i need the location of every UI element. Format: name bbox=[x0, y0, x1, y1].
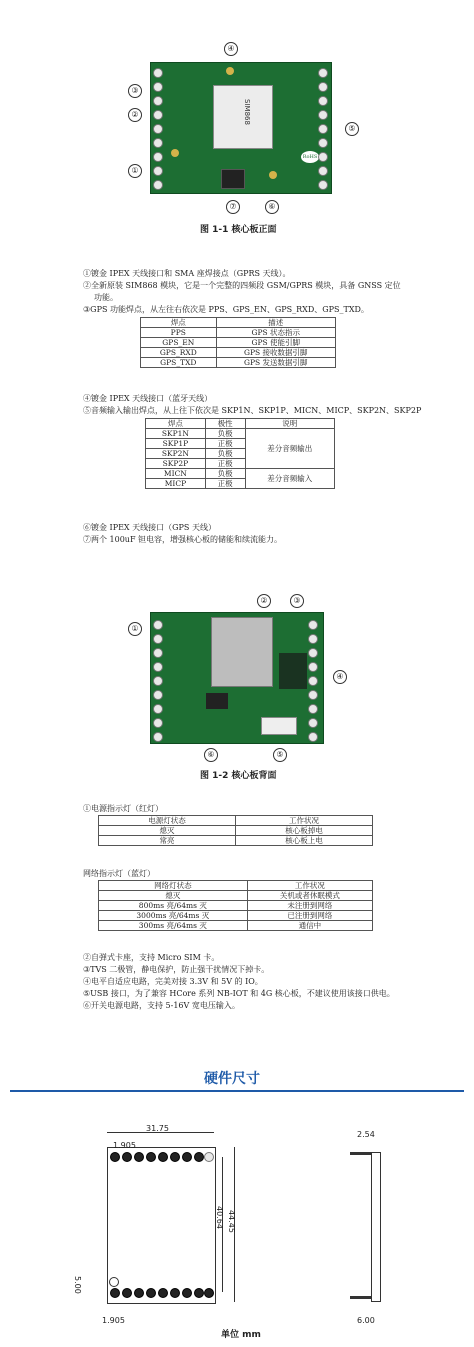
top-pin-row bbox=[110, 1152, 210, 1162]
audio-cell: MICP bbox=[146, 479, 206, 489]
dim-pitch-top: 1.905 bbox=[113, 1141, 136, 1150]
callout-b4: ④ bbox=[333, 670, 347, 684]
audio-cell: SKP1N bbox=[146, 429, 206, 439]
gps-cell: GPS 状态指示 bbox=[216, 328, 335, 338]
net-cell: 关机或者休眠模式 bbox=[247, 891, 372, 901]
side-view-pin-top bbox=[350, 1152, 371, 1155]
gps-cell: PPS bbox=[141, 328, 217, 338]
callout-3: ③ bbox=[128, 84, 142, 98]
list2-item-1: ④镀金 IPEX 天线接口（蓝牙天线） bbox=[83, 394, 213, 403]
unit-label: 单位 mm bbox=[221, 1330, 261, 1340]
front-pads-left bbox=[153, 68, 163, 188]
audio-header-2: 说明 bbox=[245, 419, 334, 429]
fig1-caption: 图 1-1 核心板正面 bbox=[200, 225, 277, 235]
net-cell: 熄灭 bbox=[99, 891, 248, 901]
callout-6: ⑥ bbox=[265, 200, 279, 214]
power-cell: 核心板掉电 bbox=[236, 826, 373, 836]
net-cell: 通信中 bbox=[247, 921, 372, 931]
power-led-table bbox=[98, 815, 373, 846]
net-cell: 800ms 亮/64ms 灭 bbox=[99, 901, 248, 911]
back-pads-left bbox=[153, 620, 163, 740]
dim-height-inner: 40.64 bbox=[215, 1206, 224, 1229]
callout-7: ⑦ bbox=[226, 200, 240, 214]
list4-item-3: ④电平自适应电路，完美对接 3.3V 和 5V 的 IO。 bbox=[83, 977, 263, 986]
list4-item-1: ②自弹式卡座，支持 Micro SIM 卡。 bbox=[83, 953, 220, 962]
side-view-pin-bottom bbox=[350, 1296, 371, 1299]
callout-5: ⑤ bbox=[345, 122, 359, 136]
gps-header-0: 焊点 bbox=[141, 318, 217, 328]
list1-item-1: ①镀金 IPEX 天线接口和 SMA 座焊接点（GPRS 天线）。 bbox=[83, 269, 291, 278]
antenna-connector-left bbox=[171, 149, 179, 157]
sim868-module bbox=[213, 85, 273, 149]
callout-2: ② bbox=[128, 108, 142, 122]
capacitors bbox=[221, 169, 245, 189]
power-cell: 常亮 bbox=[99, 836, 236, 846]
module-text: SIM868 bbox=[242, 99, 251, 125]
list1-item-2b: 功能。 bbox=[94, 293, 118, 302]
gps-table bbox=[140, 317, 336, 368]
gps-header-1: 描述 bbox=[216, 318, 335, 328]
side-view-body bbox=[371, 1152, 381, 1302]
audio-header-1: 极性 bbox=[205, 419, 245, 429]
net-led-table bbox=[98, 880, 373, 931]
title-underline bbox=[10, 1090, 464, 1092]
audio-cell: SKP1P bbox=[146, 439, 206, 449]
gps-cell: GPS 发送数据引脚 bbox=[216, 358, 335, 368]
callout-4: ④ bbox=[224, 42, 238, 56]
list2-item-2: ⑤音频输入输出焊点，从上往下依次是 SKP1N、SKP1P、MICN、MICP、SKP2N、SKP2P bbox=[83, 406, 422, 415]
list4-item-5: ⑥开关电源电路，支持 5-16V 宽电压输入。 bbox=[83, 1001, 240, 1010]
back-board-photo bbox=[150, 612, 324, 744]
usb-connector bbox=[261, 717, 297, 735]
power-header-1: 工作状况 bbox=[236, 816, 373, 826]
list4-item-2: ③TVS 二极管，静电保护，防止强干扰情况下掉卡。 bbox=[83, 965, 270, 974]
callout-b3: ③ bbox=[290, 594, 304, 608]
power-ic bbox=[206, 693, 228, 709]
net-header-0: 网络灯状态 bbox=[99, 881, 248, 891]
audio-group-input: 差分音频输入 bbox=[245, 469, 334, 489]
audio-cell: 负极 bbox=[205, 449, 245, 459]
sim-card-slot bbox=[211, 617, 273, 687]
list4-item-4: ⑤USB 接口，为了兼容 HCore 系列 NB-IOT 和 4G 核心板，不建议使用该接口供电。 bbox=[83, 989, 395, 998]
outline-board bbox=[107, 1147, 216, 1304]
pin1-marker bbox=[109, 1277, 119, 1287]
dim-width: 31.75 bbox=[146, 1124, 169, 1133]
audio-header-0: 焊点 bbox=[146, 419, 206, 429]
front-board-photo bbox=[150, 62, 332, 194]
net-cell: 未注册到网络 bbox=[247, 901, 372, 911]
list3-item-2: ⑦两个 100uF 钽电容，增强核心板的储能和续流能力。 bbox=[83, 535, 283, 544]
callout-b1: ① bbox=[128, 622, 142, 636]
bottom-pin-row bbox=[110, 1288, 210, 1298]
audio-cell: SKP2P bbox=[146, 459, 206, 469]
antenna-connector-top bbox=[226, 67, 234, 75]
net-led-title: 网络指示灯（蓝灯） bbox=[83, 869, 155, 878]
dim-offset: 5.00 bbox=[73, 1276, 82, 1294]
gps-cell: GPS_EN bbox=[141, 338, 217, 348]
list1-item-3: ③GPS 功能焊点，从左往右依次是 PPS、GPS_EN、GPS_RXD、GPS_TXD。 bbox=[83, 305, 369, 314]
audio-group-output: 差分音频输出 bbox=[245, 429, 334, 469]
audio-cell: 正极 bbox=[205, 459, 245, 469]
power-cell: 熄灭 bbox=[99, 826, 236, 836]
hardware-title: 硬件尺寸 bbox=[204, 1071, 260, 1087]
rohs-badge: RoHS bbox=[301, 151, 319, 163]
dim-side-bottom: 6.00 bbox=[357, 1316, 375, 1325]
gps-cell: GPS_TXD bbox=[141, 358, 217, 368]
audio-cell: 负极 bbox=[205, 429, 245, 439]
audio-cell: 负极 bbox=[205, 469, 245, 479]
list1-item-2: ②全新原装 SIM868 模块，它是一个完整的四频段 GSM/GPRS 模块，具备 GNSS 定位 bbox=[83, 281, 401, 290]
callout-b2: ② bbox=[257, 594, 271, 608]
net-cell: 3000ms 亮/64ms 灭 bbox=[99, 911, 248, 921]
list3-item-1: ⑥镀金 IPEX 天线接口（GPS 天线） bbox=[83, 523, 216, 532]
power-led-title: ①电源指示灯（红灯） bbox=[83, 804, 163, 813]
front-pads-right bbox=[318, 68, 328, 188]
fig2-caption: 图 1-2 核心板背面 bbox=[200, 771, 277, 781]
callout-b6: ⑥ bbox=[204, 748, 218, 762]
gps-cell: GPS 使能引脚 bbox=[216, 338, 335, 348]
callout-1: ① bbox=[128, 164, 142, 178]
gps-cell: GPS_RXD bbox=[141, 348, 217, 358]
audio-cell: 正极 bbox=[205, 479, 245, 489]
audio-cell: MICN bbox=[146, 469, 206, 479]
dim-height-outer: 44.45 bbox=[227, 1210, 236, 1233]
audio-cell: SKP2N bbox=[146, 449, 206, 459]
net-cell: 300ms 亮/64ms 灭 bbox=[99, 921, 248, 931]
net-header-1: 工作状况 bbox=[247, 881, 372, 891]
gps-cell: GPS 接收数据引脚 bbox=[216, 348, 335, 358]
antenna-connector-right bbox=[269, 171, 277, 179]
callout-b5: ⑤ bbox=[273, 748, 287, 762]
dim-side-top: 2.54 bbox=[357, 1130, 375, 1139]
dim-pitch-bottom: 1.905 bbox=[102, 1316, 125, 1325]
back-pads-right bbox=[308, 620, 318, 740]
power-header-0: 电源灯状态 bbox=[99, 816, 236, 826]
power-cell: 核心板上电 bbox=[236, 836, 373, 846]
level-shifter-ics bbox=[279, 653, 307, 689]
audio-cell: 正极 bbox=[205, 439, 245, 449]
audio-table bbox=[145, 418, 335, 489]
net-cell: 已注册到网络 bbox=[247, 911, 372, 921]
